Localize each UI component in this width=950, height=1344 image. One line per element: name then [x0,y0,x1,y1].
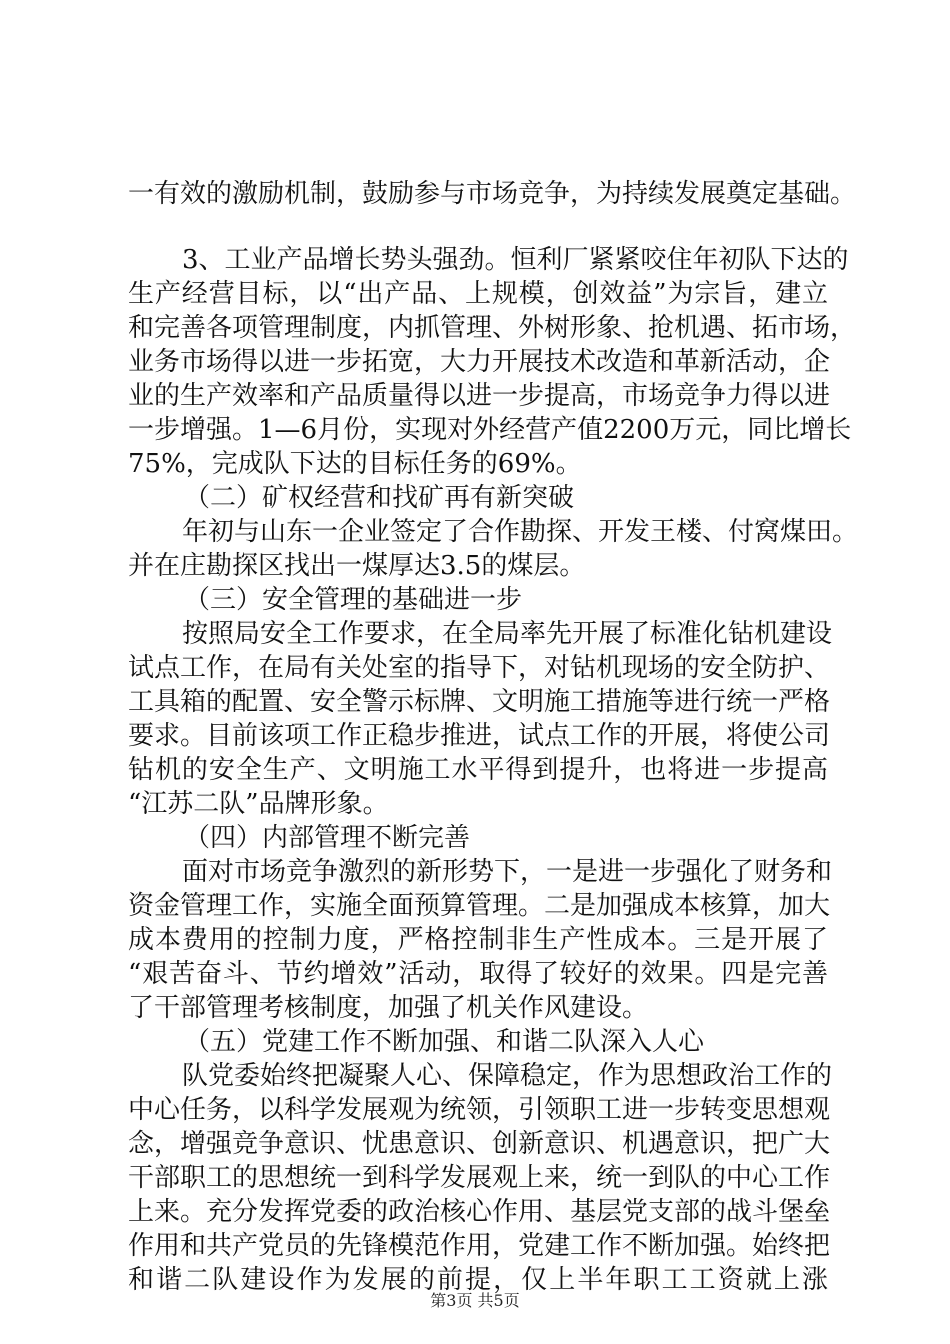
paragraph-line: 按照局安全工作要求，在全局率先开展了标准化钻机建设 [182,619,833,649]
section-heading: （三）安全管理的基础进一步 [184,585,523,615]
paragraph-line: 生产经营目标，以“出产品、上规模，创效益”为宗旨，建立 [128,279,828,309]
paragraph-line: 念，增强竞争意识、忧患意识、创新意识、机遇意识，把广大 [128,1129,831,1159]
section-heading: （二）矿权经营和找矿再有新突破 [184,483,575,513]
paragraph-line: 一有效的激励机制，鼓励参与市场竞争，为持续发展奠定基础。 [128,179,857,209]
paragraph-line: 业的生产效率和产品质量得以进一步提高，市场竞争力得以进 [128,381,831,411]
paragraph-line: “江苏二队”品牌形象。 [128,789,389,819]
paragraph-line: 要求。目前该项工作正稳步推进，试点工作的开展，将使公司 [128,721,831,751]
page-footer: 第3页 共5页 [430,1291,520,1310]
paragraph-line: 中心任务，以科学发展观为统领，引领职工进一步转变思想观 [128,1095,831,1125]
paragraph-line: 3、工业产品增长势头强劲。恒利厂紧紧咬住年初队下达的 [182,245,849,275]
paragraph-line: 干部职工的思想统一到科学发展观上来，统一到队的中心工作 [128,1163,831,1193]
paragraph-line: 面对市场竞争激烈的新形势下，一是进一步强化了财务和 [182,857,833,887]
paragraph-line: 作用和共产党员的先锋模范作用，党建工作不断加强。始终把 [128,1231,831,1261]
paragraph-line: 业务市场得以进一步拓宽，大力开展技术改造和革新活动，企 [128,347,831,377]
paragraph-line: 队党委始终把凝聚人心、保障稳定，作为思想政治工作的 [182,1061,833,1091]
paragraph-line: 上来。充分发挥党委的政治核心作用、基层党支部的战斗堡垒 [128,1197,831,1227]
paragraph-line: 年初与山东一企业签定了合作勘探、开发王楼、付窝煤田。 [182,517,859,547]
section-heading: （五）党建工作不断加强、和谐二队深入人心 [184,1027,705,1057]
paragraph-line: 75%，完成队下达的目标任务的69%。 [128,449,582,479]
paragraph-line: 和完善各项管理制度，内抓管理、外树形象、抢机遇、拓市场， [128,313,857,343]
paragraph-line: 资金管理工作，实施全面预算管理。二是加强成本核算，加大 [128,891,831,921]
paragraph-line: “艰苦奋斗、节约增效”活动，取得了较好的效果。四是完善 [128,959,828,989]
paragraph-line: 试点工作，在局有关处室的指导下，对钻机现场的安全防护、 [128,653,831,683]
section-heading: （四）内部管理不断完善 [184,823,471,853]
paragraph-line: 和谐二队建设作为发展的前提，仅上半年职工工资就上涨 [128,1265,828,1295]
paragraph-line: 工具箱的配置、安全警示标牌、文明施工措施等进行统一严格 [128,687,831,717]
paragraph-line: 成本费用的控制力度，严格控制非生产性成本。三是开展了 [128,925,828,955]
paragraph-line: 并在庄勘探区找出一煤厚达3.5的煤层。 [128,551,586,581]
paragraph-line: 了干部管理考核制度，加强了机关作风建设。 [128,993,649,1023]
paragraph-line: 钻机的安全生产、文明施工水平得到提升，也将进一步提高 [128,755,828,785]
paragraph-line: 一步增强。1—6月份，实现对外经营产值2200万元，同比增长 [128,415,852,445]
